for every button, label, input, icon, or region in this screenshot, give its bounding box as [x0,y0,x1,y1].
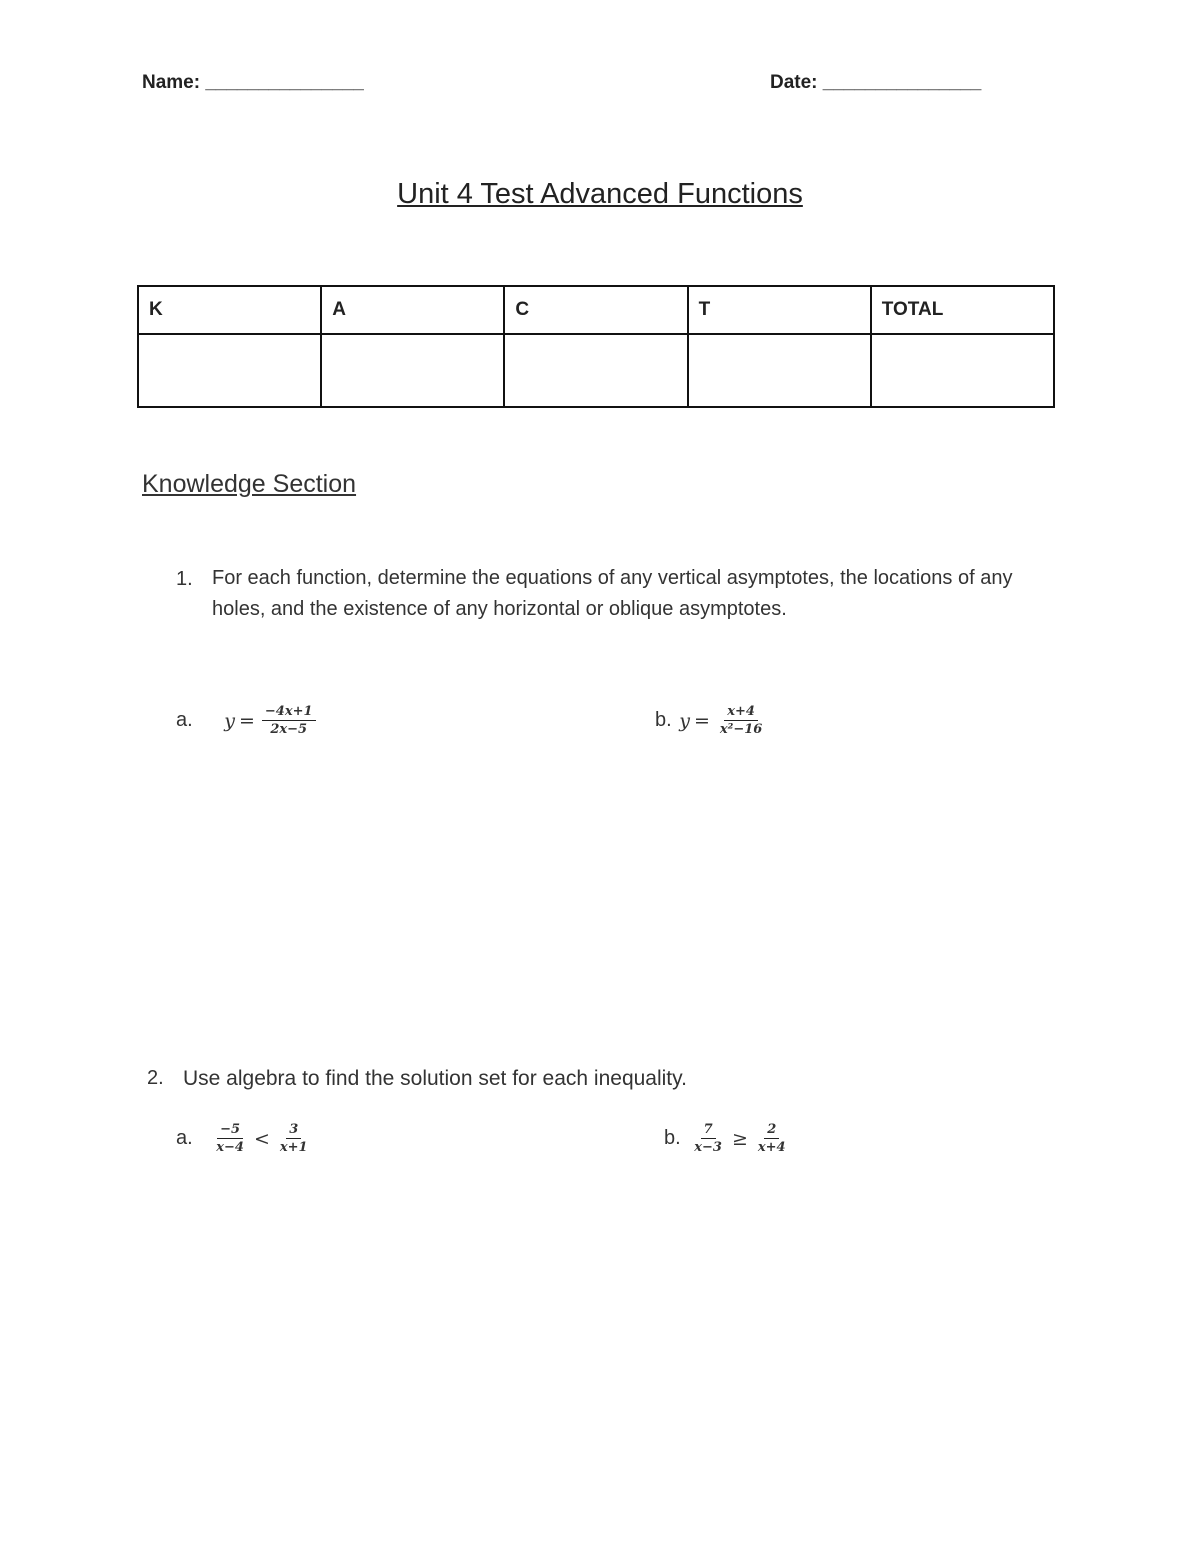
question-1a [176,704,319,737]
marks-table-score-row [138,334,1054,407]
question-2a-label: a. [176,1126,193,1149]
question-2b-inequality [688,1122,791,1155]
marks-col-total: TOTAL [871,286,1054,334]
question-1a-label: a. [176,708,193,731]
question-2b-right-numerator: 2 [764,1122,779,1139]
question-1b-fraction [717,704,765,737]
question-1a-rel: = [238,709,255,732]
question-2b-left-fraction [691,1122,725,1155]
question-2a-right-fraction [277,1122,311,1155]
marks-col-a: A [321,286,504,334]
question-2b-label: b. [664,1126,681,1149]
marks-col-t: T [688,286,871,334]
question-1-number: 1. [176,568,193,590]
question-1b-label: b. [655,708,672,731]
question-2a-rel: < [253,1127,270,1150]
marks-table [137,285,1055,408]
question-2b [664,1122,792,1155]
question-1a-equation [224,704,318,737]
question-1b-numerator: x+4 [724,704,758,721]
marks-table-header-row [138,286,1054,334]
question-2a-inequality [210,1122,313,1155]
question-1b-lhs: y [679,709,690,732]
question-1a-fraction [262,704,316,737]
question-2a [176,1122,314,1155]
question-2b-rel: ≥ [731,1127,748,1150]
score-cell-t [688,334,871,407]
question-2b-right-denominator: x+4 [757,1140,786,1155]
question-1a-lhs: y [224,709,235,732]
section-heading: Knowledge Section [142,470,357,498]
question-1b-denominator: x²−16 [719,722,763,737]
question-1b-rel: = [693,709,710,732]
question-2a-right-numerator: 3 [286,1122,301,1139]
question-1-text: For each function, determine the equations of any vertical asymptotes, the locations of any holes, and the existence of any horizontal or oblique asymptotes. [212,567,1013,620]
question-2b-left-denominator: x−3 [694,1140,722,1155]
question-1a-denominator: 2x−5 [270,722,308,737]
marks-col-c: C [504,286,687,334]
name-field-label: Name: _______________ [142,72,364,93]
score-cell-k [138,334,321,407]
question-1b-equation [679,704,768,737]
question-2b-right-fraction [755,1122,789,1155]
page-title: Unit 4 Test Advanced Functions [397,178,803,210]
marks-col-k: K [138,286,321,334]
question-2a-left-denominator: x−4 [216,1140,244,1155]
score-cell-c [504,334,687,407]
question-2-text: Use algebra to find the solution set for each inequality. [183,1067,687,1090]
question-2-number: 2. [147,1067,164,1089]
score-cell-total [871,334,1054,407]
score-cell-a [321,334,504,407]
question-1b [655,704,768,737]
question-1a-numerator: −4x+1 [262,704,316,721]
question-2a-left-fraction [213,1122,247,1155]
date-field-label: Date: _______________ [770,72,982,93]
question-2a-right-denominator: x+1 [279,1140,308,1155]
question-2b-left-numerator: 7 [701,1122,716,1139]
question-2a-left-numerator: −5 [217,1122,243,1139]
